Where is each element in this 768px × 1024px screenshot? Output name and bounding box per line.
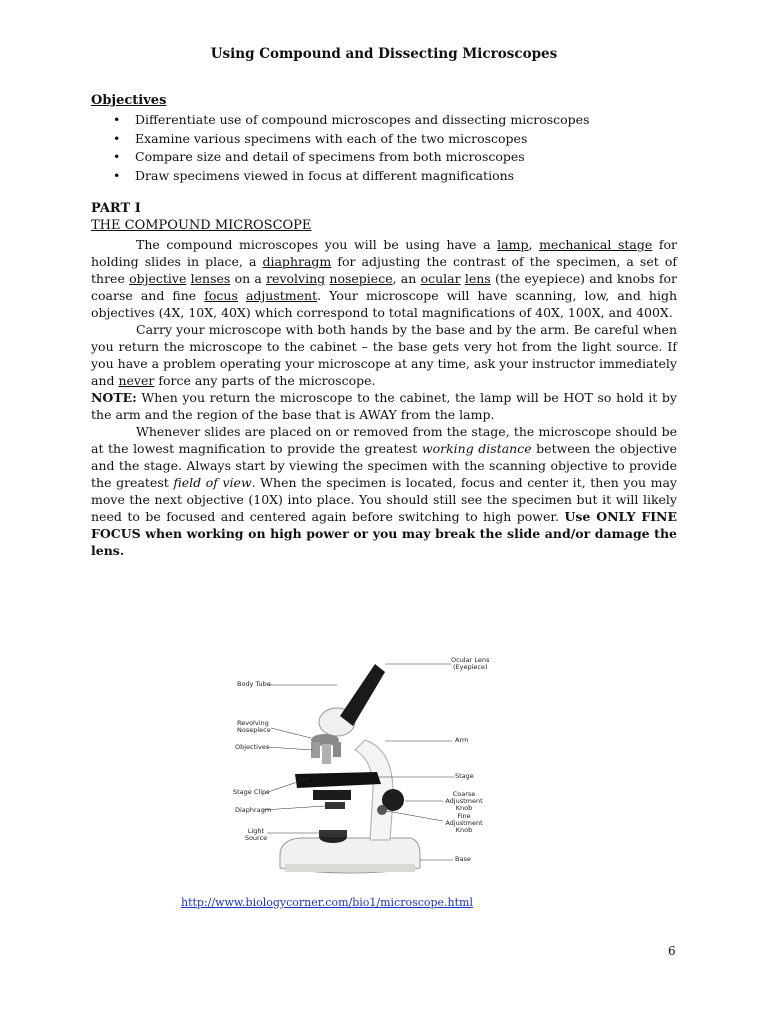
label-coarse-adjustment-knob: Coarse Adjustment Knob — [445, 790, 483, 812]
label-eyepiece: (Eyepiece) — [453, 663, 488, 671]
paragraph-handling: Carry your microscope with both hands by the base and by the arm. Be careful when you return the microscope to the cabinet – the base gets very hot from the light source. If you have a problem operating your microscope at any time, ask your instructor immediately and never force any parts of the microscope. — [91, 322, 677, 388]
term-never: never — [118, 373, 155, 388]
page-number: 6 — [668, 944, 676, 958]
term-focus: focus — [204, 288, 238, 303]
term-objective: objective — [129, 271, 187, 286]
objectives-list — [91, 111, 691, 185]
part-heading: PART I — [91, 201, 141, 216]
section-heading: THE COMPOUND MICROSCOPE — [91, 218, 312, 233]
label-arm: Arm — [455, 736, 469, 744]
label-base: Base — [455, 855, 471, 863]
term-working-distance: working distance — [421, 441, 532, 456]
note-paragraph: NOTE: When you return the microscope to the cabinet, the lamp will be HOT so hold it by the arm and the region of the base that is AWAY from the lamp. — [91, 390, 677, 422]
list-item: • Examine various specimens with each of the two microscopes — [91, 130, 691, 149]
label-fine-adjustment-knob: Fine Adjustment Knob — [445, 812, 483, 834]
term-mechanical-stage: mechanical stage — [539, 237, 653, 252]
page-title: Using Compound and Dissecting Microscopes — [210, 46, 558, 62]
term-lens: lens — [464, 271, 491, 286]
list-item: • Compare size and detail of specimens from both microscopes — [91, 148, 691, 167]
microscope-figure — [225, 650, 500, 900]
term-field-of-view: field of view — [173, 475, 252, 490]
list-item: • Draw specimens viewed in focus at different magnifications — [91, 167, 691, 186]
term-revolving: revolving — [266, 271, 326, 286]
term-ocular: ocular — [420, 271, 461, 286]
body-text — [91, 236, 677, 559]
label-revolving-nosepiece: Revolving Nosepiece — [237, 719, 271, 734]
objectives-heading: Objectives — [91, 93, 167, 108]
label-objectives: Objectives — [235, 743, 270, 751]
source-link[interactable]: http://www.biologycorner.com/bio1/microscope.html — [181, 896, 474, 909]
term-diaphragm: diaphragm — [262, 254, 332, 269]
paragraph-slides: Whenever slides are placed on or removed from the stage, the microscope should be at the lowest magnification to provide the greatest working distance between the objective and the stage. Always start by viewing the specimen with the scanning objective to provide the greatest field of view. When the specimen is located, focus and center it, then you may move the next objective (10X) into place. You should still see the specimen but it will likely need to be focused and centered again before switching to high power. Use ONLY FINE FOCUS when working on high power or you may break the slide and/or damage the lens. — [91, 424, 678, 558]
term-adjustment: adjustment — [245, 288, 318, 303]
term-lamp: lamp — [497, 237, 529, 252]
list-item: • Differentiate use of compound microscopes and dissecting microscopes — [91, 111, 691, 130]
warning-text: Use ONLY FINE FOCUS when working on high power or you may break the slide and/or damage the lens. — [91, 509, 677, 558]
note-label: NOTE: — [91, 390, 137, 405]
label-light-source: Light Source — [244, 827, 268, 842]
term-lenses: lenses — [190, 271, 231, 286]
label-ocular-lens: Ocular Lens — [451, 656, 490, 664]
paragraph-parts: The compound microscopes you will be using have a lamp, mechanical stage for holding slides in place, a diaphragm for adjusting the contrast of the specimen, a set of three objective lenses on a revolving nosepiece, an ocular lens (the eyepiece) and knobs for coarse and fine focus adjustment. Your microscope will have scanning, low, and high objectives (4X, 10X, 40X) which correspond to total magnifications of 40X, 100X, and 400X. — [91, 237, 678, 320]
label-stage: Stage — [455, 772, 474, 780]
label-diaphragm: Diaphragm — [235, 806, 272, 814]
label-stage-clips: Stage Clips — [233, 788, 270, 796]
label-body-tube: Body Tube — [237, 680, 271, 688]
term-nosepiece: nosepiece — [329, 271, 393, 286]
